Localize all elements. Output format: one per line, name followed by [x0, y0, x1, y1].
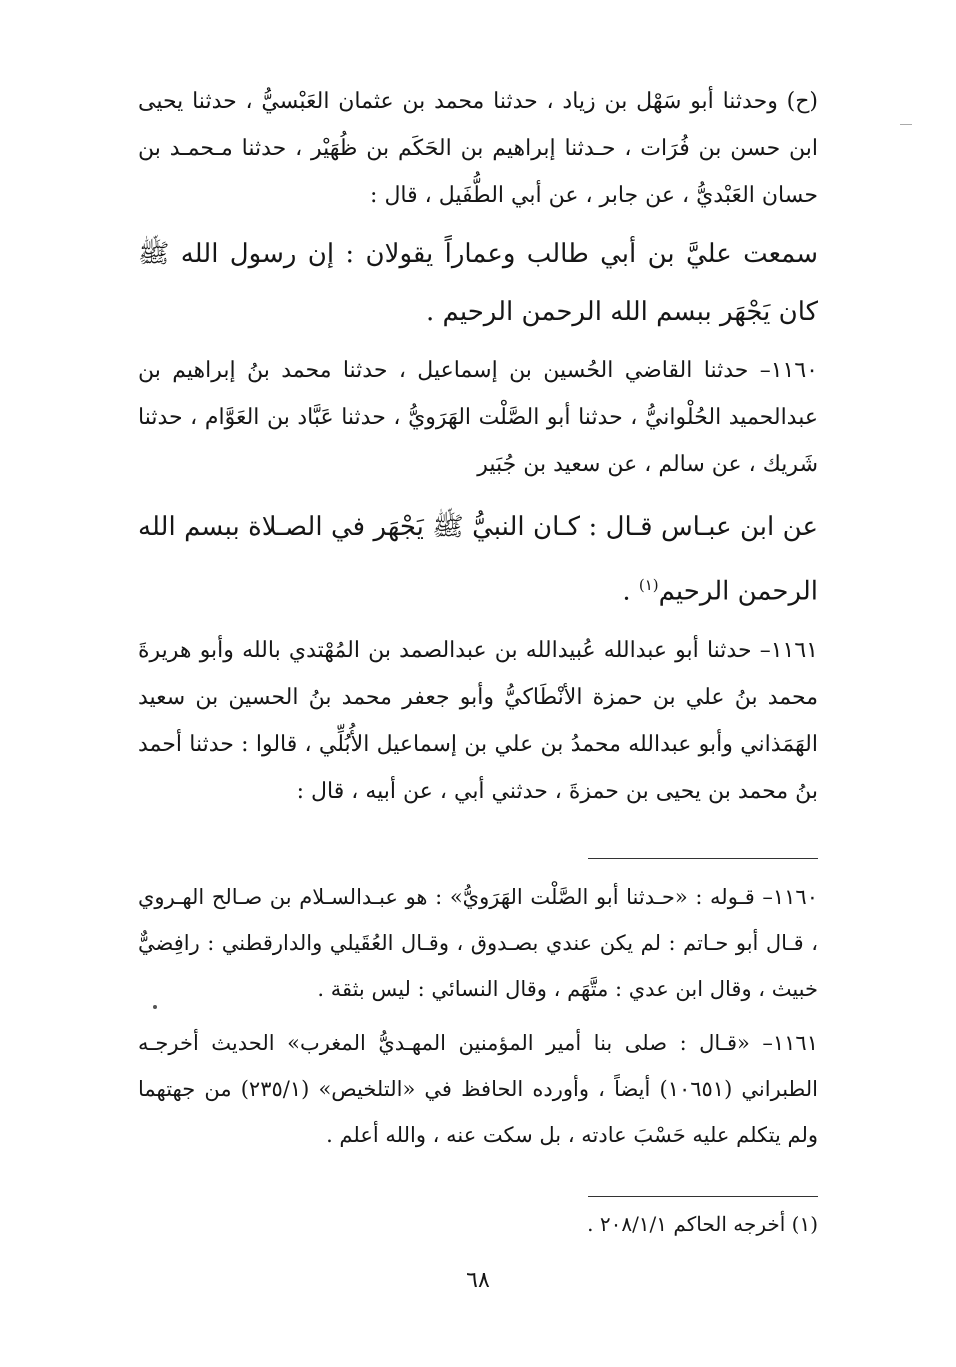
notes-separator: [588, 858, 818, 859]
footnote-reference[interactable]: (١): [638, 576, 659, 594]
footnote-1: (١) أخرجه الحاكم ٢٠٨/١/١ .: [587, 1212, 818, 1236]
note-1160: ١١٦٠– قـوله : «حـدثنا أبو الصَّلْت الهَرَويُّ» : هو عبـدالسـلام بن صـالح الهـروي ، قـال أبو حـاتم : لم يكن عندي بصـدوق ، وقـال العُقَيلي والدارقطني : رافِضيٌّ خبيث ، وقال ابن عدي : متَّهَم ، وقال النسائي : ليس بثقة .: [138, 885, 818, 1001]
speck: [153, 1005, 157, 1009]
matn-text: عن ابن عبـاس قـال : كـان النبيُّ ﷺ يَجْهَر في الصـلاة ببسم الله الرحمن الرحيم: [138, 512, 818, 607]
matn-end: .: [622, 576, 639, 607]
isnad-paragraph: (ح) وحدثنا أبو سَهْل بن زياد ، حدثنا محمد بن عثمان العَبْسيُّ ، حدثنا يحيى ابن حسن بن فُرَات ، حـدثنا إبراهيم بن الحَكَم بن ظُهَيْر ، حدثنا مـحمـد بن حسان العَبْديُّ ، عن جابر ، عن أبي الطُّفَيل ، قال :: [138, 89, 818, 208]
footnote-separator: [588, 1196, 818, 1197]
isnad-paragraph-1160: ١١٦٠– حدثنا القاضي الحُسين بن إسماعيل ، حدثنا محمد بنُ إبراهيم بن عبدالحميد الحُلْوانيُّ ، حدثنا أبو الصَّلْت الهَرَويُّ ، حدثنا عَبَّاد بن العَوَّام ، حدثنا شَريك ، عن سالم ، عن سعيد بن جُبَير: [138, 358, 818, 477]
margin-mark: [900, 124, 912, 125]
note-1161: ١١٦١– «قـال : صلى بنا أمير المؤمنين المهـديُّ المغرب» الحديث أخرجـه الطبراني (١٠٦٥١) أيضاً ، وأورده الحافظ في «التلخيص» (٢٣٥/١) من جهتهما ولم يتكلم عليه حَسْبَ عادته ، بل سكت عنه ، والله أعلم .: [138, 1031, 818, 1147]
matn-paragraph: سمعت عليَّ بن أبي طالب وعماراً يقولان : إن رسول الله ﷺ كان يَجْهَر ببسم الله الرحمن الرحيم .: [138, 239, 818, 327]
book-page: [138, 78, 818, 1328]
matn-paragraph-1160: [138, 498, 818, 621]
page-number: ٦٨: [466, 1268, 490, 1293]
isnad-paragraph-1161: ١١٦١– حدثنا أبو عبدالله عُبيدالله بن عبدالصمد بن المُهْتدي بالله وأبو هريرةَ محمد بنُ علي بن حمزة الأنْطَاكيُّ وأبو جعفر محمد بنُ الحسين بن سعيد الهَمَذاني وأبو عبدالله محمدُ بن علي بن إسماعيل الأُبُلِّي ، قالوا : حدثنا أحمد بنُ محمد بن يحيى بن حمزةَ ، حدثني أبي ، عن أبيه ، قال :: [138, 637, 818, 804]
notes-section: [138, 874, 818, 1158]
